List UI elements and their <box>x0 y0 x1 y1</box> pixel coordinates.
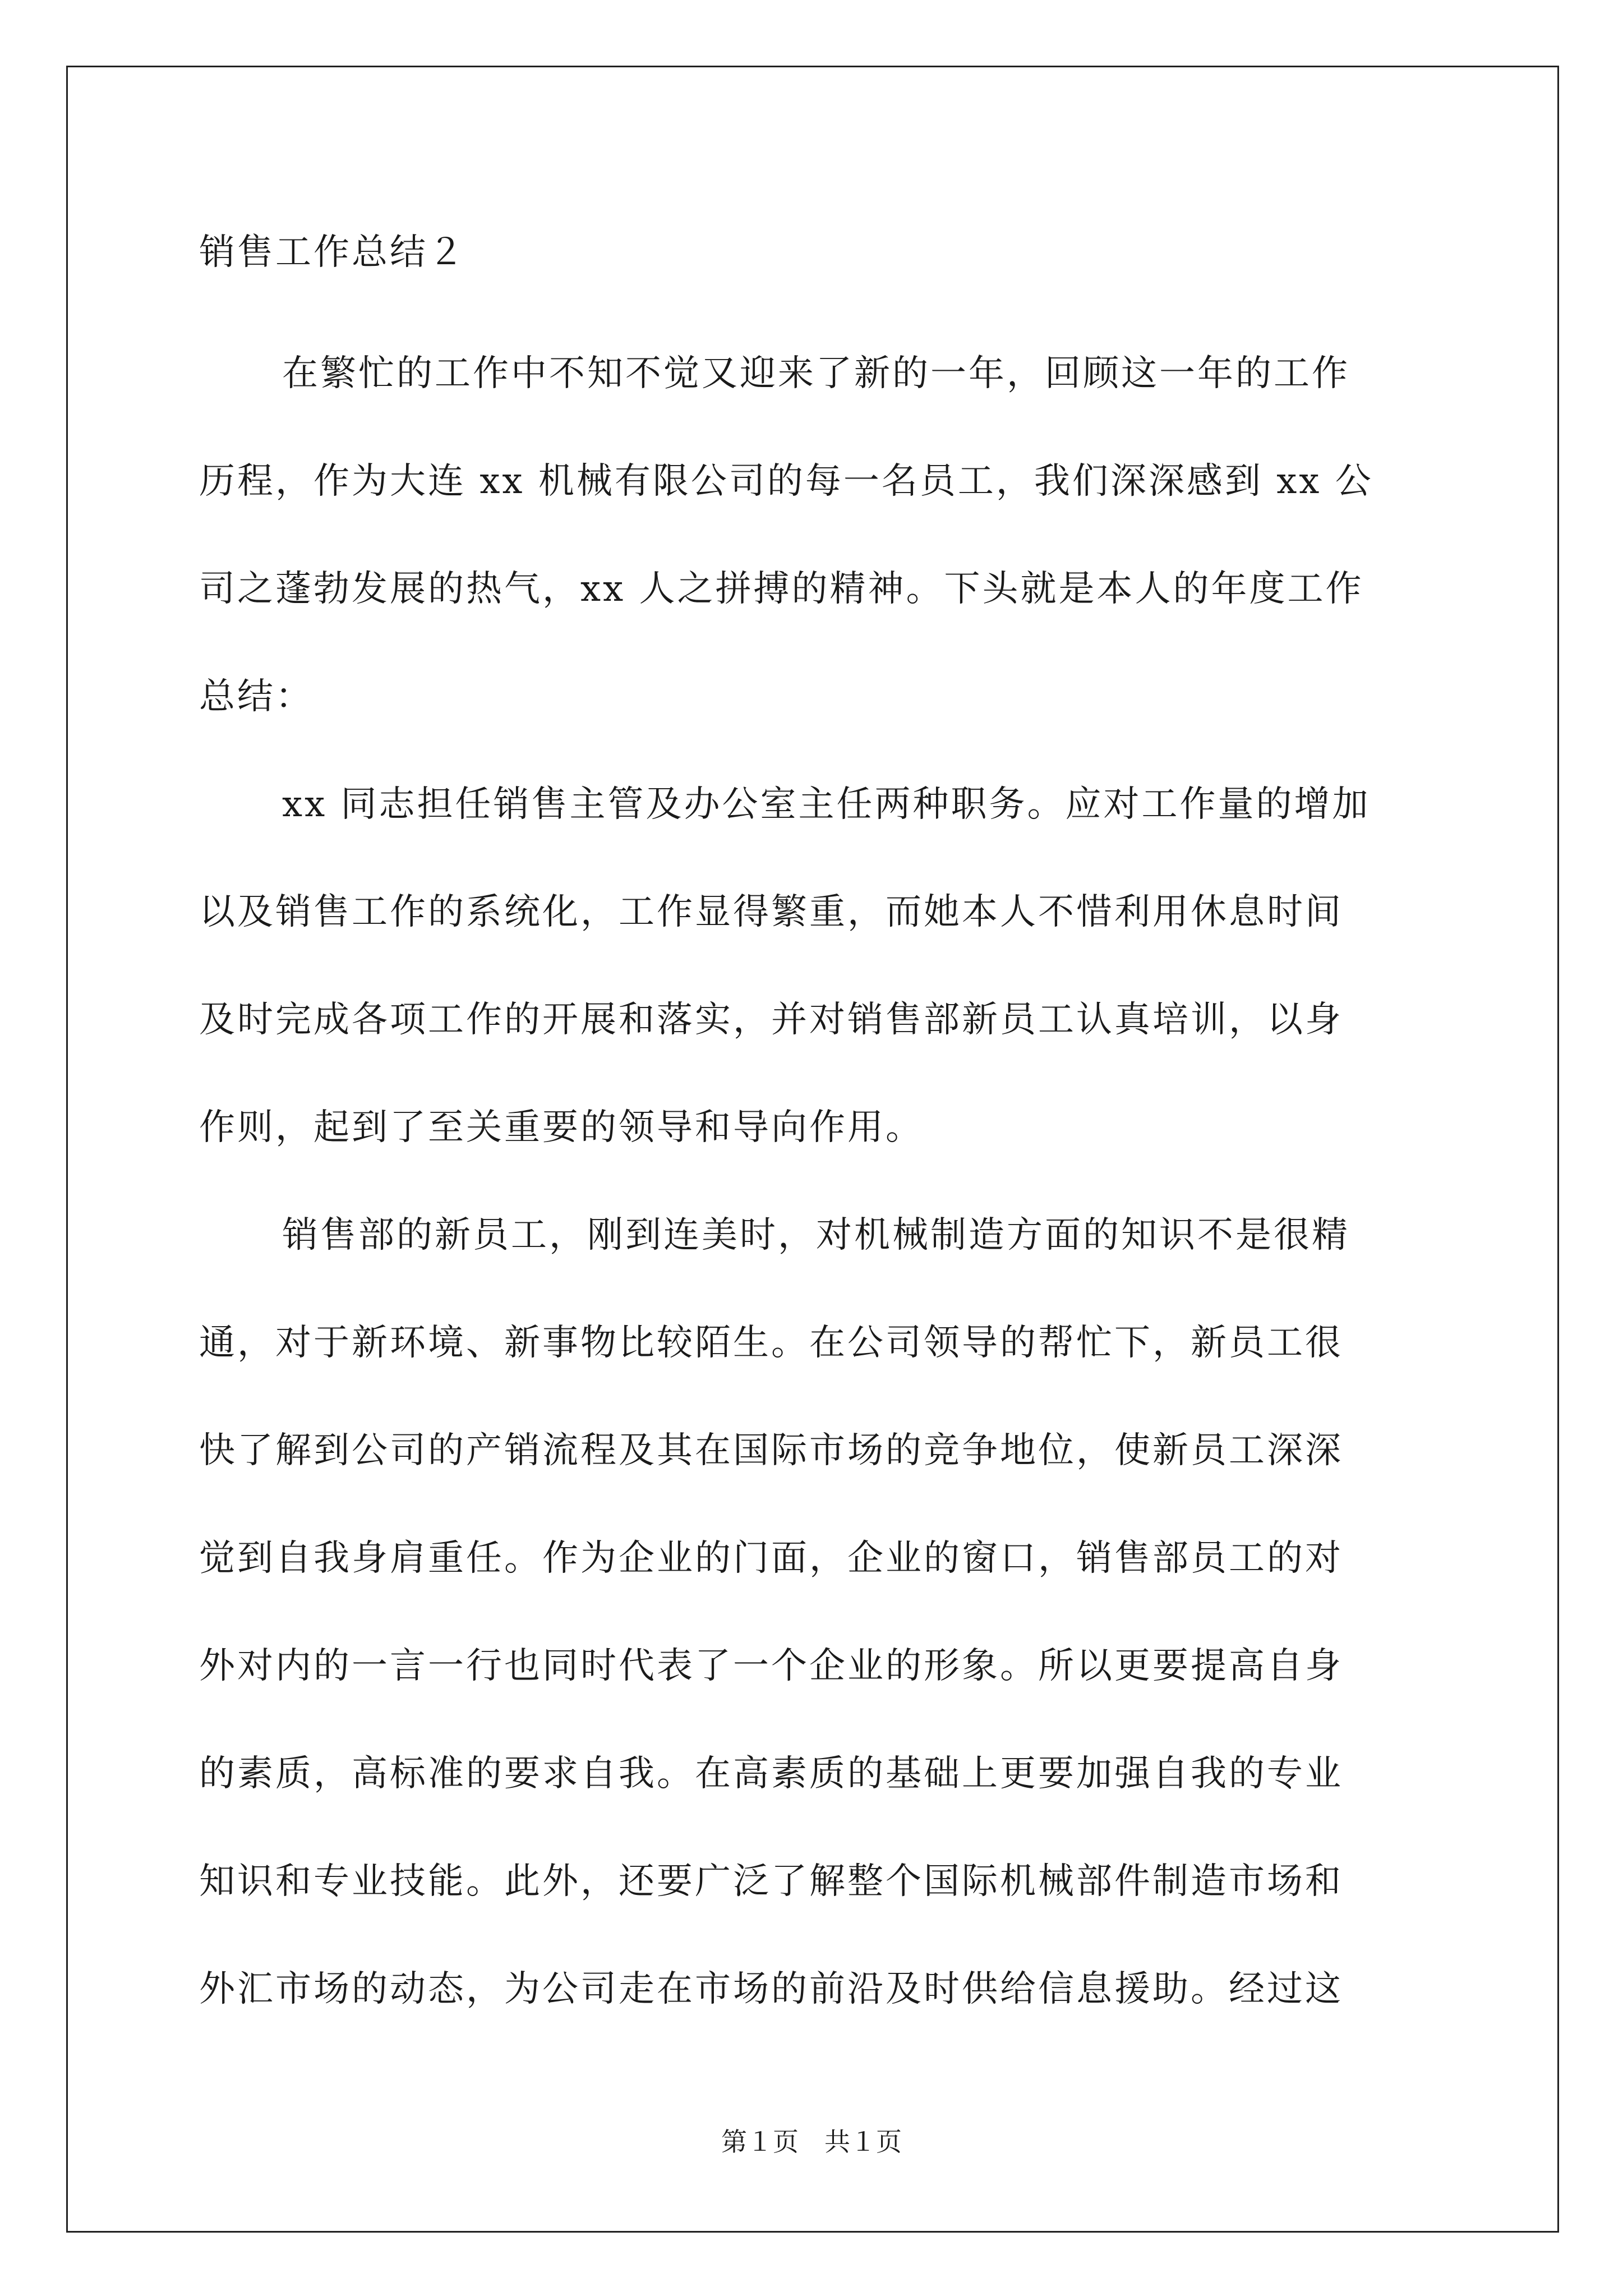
paragraph-line: 在繁忙的工作中不知不觉又迎来了新的一年，回顾这一年的工作 <box>282 353 1350 394</box>
paragraph-line: 觉到自我身肩重任。作为企业的门面，企业的窗口，销售部员工的对 <box>199 1538 1343 1579</box>
paragraph-line: 以及销售工作的系统化，工作显得繁重，而她本人不惜利用休息时间 <box>199 891 1343 933</box>
paragraph-line: 销售部的新员工，刚到连美时，对机械制造方面的知识不是很精 <box>282 1214 1350 1256</box>
paragraph-line: 外汇市场的动态，为公司走在市场的前沿及时供给信息援助。经过这 <box>199 1968 1343 2010</box>
paragraph-line: 作则，起到了至关重要的领导和导向作用。 <box>199 1107 924 1148</box>
paragraph-line: 及时完成各项工作的开展和落实，并对销售部新员工认真培训，以身 <box>199 999 1343 1041</box>
paragraph-line: 知识和专业技能。此外，还要广泛了解整个国际机械部件制造市场和 <box>199 1861 1343 1902</box>
paragraph-line: xx 同志担任销售主管及办公室主任两种职务。应对工作量的增加 <box>282 784 1371 825</box>
paragraph-1 <box>199 320 1433 751</box>
paragraph-line: 历程，作为大连 xx 机械有限公司的每一名员工，我们深深感到 xx 公 <box>199 461 1373 502</box>
paragraph-line: 快了解到公司的产销流程及其在国际市场的竞争地位，使新员工深深 <box>199 1430 1343 1471</box>
paragraph-line: 司之蓬勃发展的热气，xx 人之拼搏的精神。下头就是本人的年度工作 <box>199 568 1364 610</box>
page-footer: 第１页 共１页 <box>721 2127 902 2157</box>
paragraph-line: 通，对于新环境、新事物比较陌生。在公司领导的帮忙下，新员工很 <box>199 1322 1343 1364</box>
paragraph-2 <box>199 751 1433 1181</box>
paragraph-line: 外对内的一言一行也同时代表了一个企业的形象。所以更要提高自身 <box>199 1645 1343 1687</box>
paragraph-3 <box>199 1181 1433 2043</box>
document-body <box>199 208 1433 2043</box>
paragraph-line: 的素质，高标准的要求自我。在高素质的基础上更要加强自我的专业 <box>199 1753 1343 1795</box>
document-title: 销售工作总结２ <box>199 232 466 273</box>
paragraph-line: 总结： <box>199 676 313 717</box>
